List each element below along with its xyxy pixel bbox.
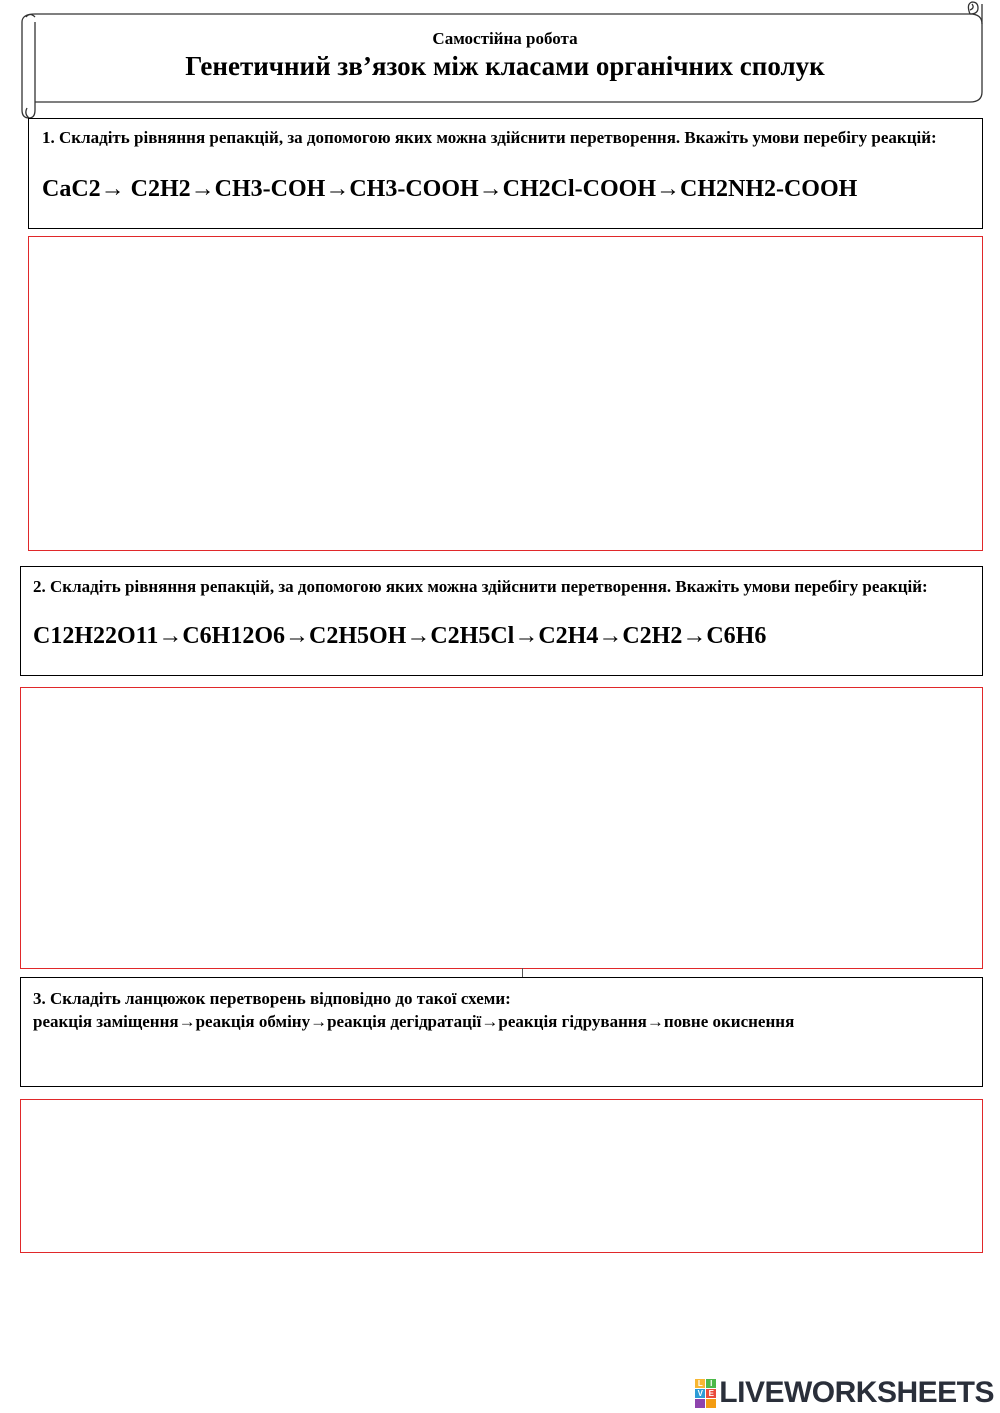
worksheet-title: Генетичний зв’язок між класами органічних сполук xyxy=(185,51,825,81)
logo-tile: V xyxy=(695,1389,705,1398)
logo-tile: E xyxy=(706,1389,716,1398)
task-1-box xyxy=(28,118,983,229)
task-3-answer-area[interactable] xyxy=(20,1099,983,1253)
task-2-answer-area[interactable] xyxy=(20,687,983,969)
task-2-reaction-chain: C12H22O11→C6H12O6→C2H5OH→C2H5Cl→C2H4→C2H2→C6H6 xyxy=(33,623,767,649)
logo-tiles-icon xyxy=(695,1379,716,1408)
task-2-box xyxy=(20,566,983,676)
logo-tile: L xyxy=(695,1379,705,1388)
task-3-instruction: 3. Складіть ланцюжок перетворень відповідно до такої схеми: xyxy=(33,989,511,1008)
logo-text: LIVEWORKSHEETS xyxy=(719,1376,994,1409)
logo-tile: I xyxy=(706,1379,716,1388)
logo-tile xyxy=(706,1399,716,1408)
task-1-reaction-chain: CaC2→ C2H2→CH3-COH→CH3-COOH→CH2Cl-COOH→CH2NH2-COOH xyxy=(42,176,858,202)
task-2-instruction: 2. Складіть рівняння репакцій, за допомогою яких можна здійснити перетворення. Вкажіть умови перебігу реакцій: xyxy=(33,577,928,596)
liveworksheets-logo[interactable] xyxy=(695,1376,994,1410)
task-3-box xyxy=(20,977,983,1087)
logo-tile xyxy=(695,1399,705,1408)
task-1-instruction: 1. Складіть рівняння репакцій, за допомогою яких можна здійснити перетворення. Вкажіть умови перебігу реакцій: xyxy=(42,128,937,147)
task-3-reaction-scheme: реакція заміщення→реакція обміну→реакція дегідратації→реакція гідрування→повне окиснення xyxy=(33,1012,795,1031)
task-1-answer-area[interactable] xyxy=(28,236,983,551)
worksheet-subtitle: Самостійна робота xyxy=(432,29,578,48)
